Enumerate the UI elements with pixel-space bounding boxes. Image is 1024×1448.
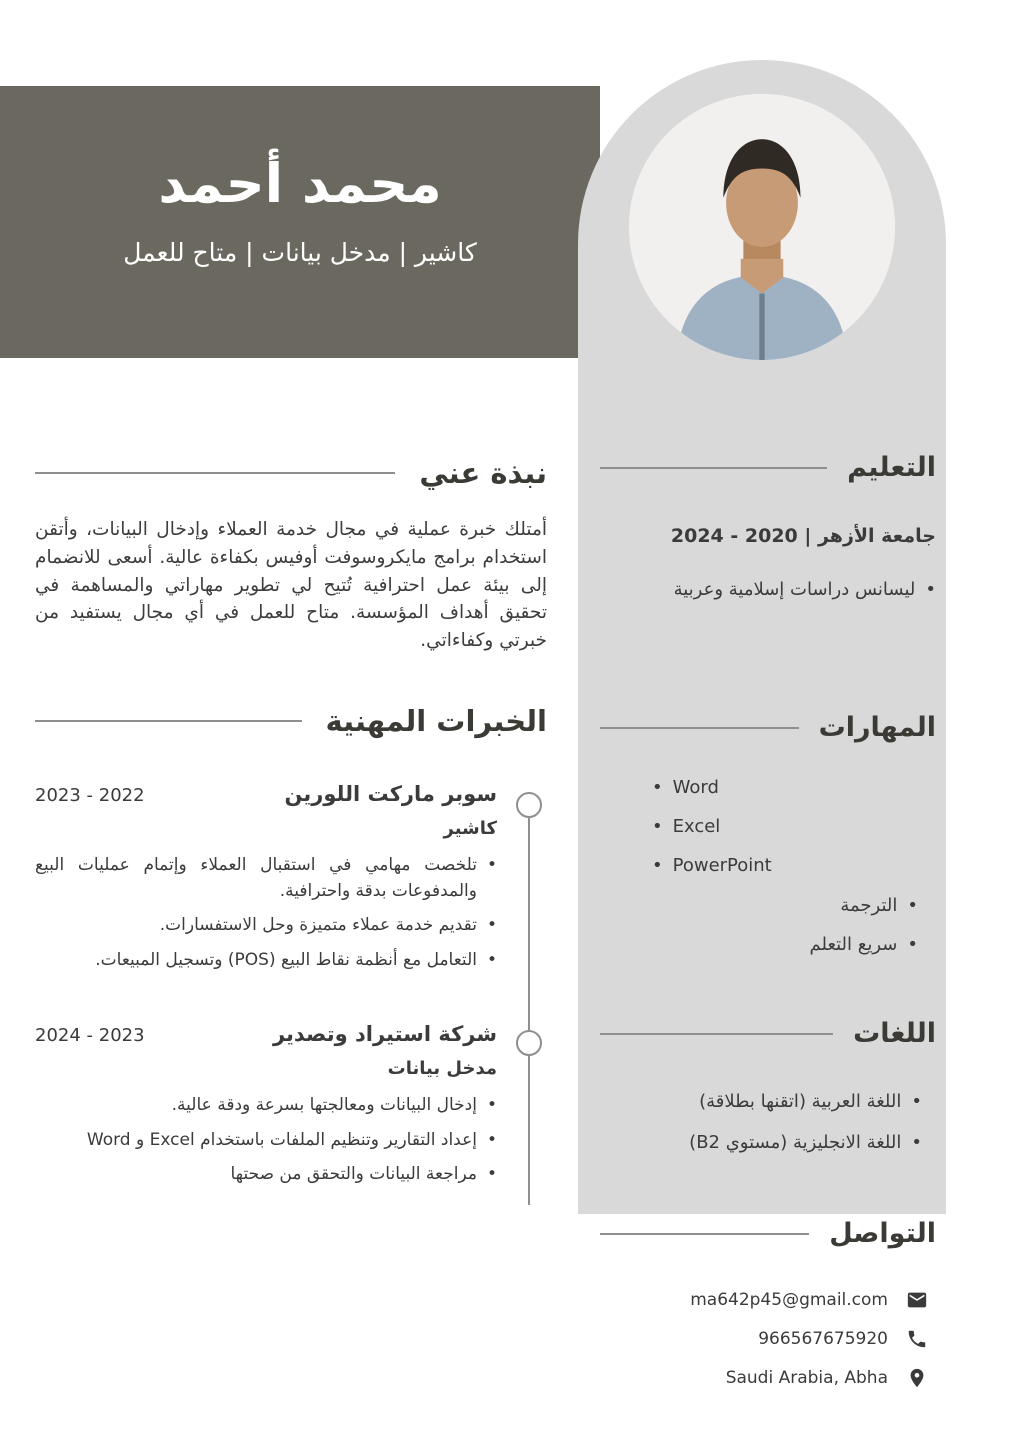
education-degree-text: ليسانس دراسات إسلامية وعربية: [673, 579, 916, 600]
job-entry-2: [35, 1022, 497, 1188]
person-silhouette-icon: [629, 94, 895, 360]
education-section: [600, 452, 936, 603]
job-bullet-text: مراجعة البيانات والتحقق من صحتها: [230, 1164, 477, 1184]
job-bullet-text: تلخصت مهامي في استقبال العملاء وإتمام عمليات البيع والمدفوعات بدقة واحترافية.: [35, 855, 477, 901]
job-bullet: [35, 948, 497, 974]
contact-phone: 966567675920: [758, 1329, 888, 1349]
job-head: [35, 782, 497, 806]
bullet-dot: [487, 1128, 497, 1154]
contact-title: التواصل: [829, 1218, 936, 1249]
timeline-line: [528, 805, 530, 1205]
profile-photo: [629, 94, 895, 360]
bullet-dot: [652, 853, 663, 879]
job-bullet-list: [35, 1093, 497, 1188]
education-school: جامعة الأزهر | 2020 - 2024: [670, 525, 936, 547]
skill-item: [600, 893, 918, 919]
experience-section: [35, 704, 547, 738]
bullet-dot: [911, 1089, 922, 1115]
language-item: [600, 1089, 922, 1115]
divider-line: [600, 1233, 809, 1235]
experience-title: الخبرات المهنية: [325, 704, 547, 738]
bullet-dot: [907, 932, 918, 958]
about-text: أمتلك خبرة عملية في مجال خدمة العملاء وإدخال البيانات، وأتقن استخدام برامج مايكروسوفت أوفيس بكفاءة عالية. أسعى للانضمام إلى بيئة عمل احترافية تُتيح لي تطوير مهاراتي والمساهمة في تحقيق أهداف المؤسسة. متاح للعمل في أي مجال يستفيد من خبرتي وكفاءاتي.: [35, 519, 547, 651]
experience-header: [35, 704, 547, 738]
person-name: محمد أحمد: [158, 152, 442, 216]
job-bullet: [35, 853, 497, 904]
contact-email: ma642p45@gmail.com: [690, 1290, 888, 1310]
contact-location-row: [600, 1367, 928, 1389]
job-bullet: [35, 913, 497, 939]
skill-item: [652, 775, 936, 801]
divider-line: [600, 727, 799, 729]
languages-title: اللغات: [853, 1018, 936, 1049]
divider-line: [35, 720, 302, 722]
bullet-dot: [487, 1093, 497, 1119]
bullet-dot: [487, 1162, 497, 1188]
skill-text: Excel: [672, 816, 721, 838]
job-bullet-text: إعداد التقارير وتنظيم الملفات باستخدام Excel و Word: [86, 1129, 477, 1150]
education-header: [600, 452, 936, 483]
divider-line: [35, 472, 395, 474]
bullet-dot: [487, 913, 497, 939]
language-text: اللغة العربية (اتقنها بطلاقة): [699, 1091, 902, 1112]
skills-tools-list: [600, 775, 936, 879]
skill-item: [652, 814, 936, 840]
job-bullet: [35, 1093, 497, 1119]
contact-location: Saudi Arabia, Abha: [725, 1368, 888, 1388]
contact-section: [600, 1218, 936, 1389]
bullet-dot: [652, 814, 663, 840]
language-item: [600, 1130, 922, 1156]
education-title: التعليم: [847, 452, 936, 483]
job-role: كاشير: [443, 818, 497, 839]
about-header: [35, 456, 547, 490]
skills-title: المهارات: [818, 712, 936, 743]
timeline-marker-2: [516, 1030, 542, 1056]
job-company: شركة استيراد وتصدير: [272, 1022, 497, 1046]
contact-email-row: [600, 1289, 928, 1311]
job-bullet-text: تقديم خدمة عملاء متميزة وحل الاستفسارات.: [159, 915, 477, 935]
languages-section: [600, 1018, 936, 1156]
bullet-dot: [907, 893, 918, 919]
location-icon: [906, 1367, 928, 1389]
job-role: مدخل بيانات: [387, 1058, 497, 1079]
skill-text: الترجمة: [840, 895, 898, 917]
languages-header: [600, 1018, 936, 1049]
phone-icon: [906, 1328, 928, 1350]
skill-text: Word: [672, 777, 719, 798]
contact-phone-row: [600, 1328, 928, 1350]
languages-list: [600, 1089, 936, 1156]
job-bullet: [35, 1128, 497, 1154]
divider-line: [600, 467, 827, 469]
job-dates: 2022 - 2023: [35, 785, 145, 806]
skill-item: [600, 932, 918, 958]
skills-section: [600, 712, 936, 958]
skill-item: [652, 853, 936, 879]
timeline-marker-1: [516, 792, 542, 818]
bullet-dot: [652, 775, 663, 801]
job-bullet-text: إدخال البيانات ومعالجتها بسرعة ودقة عالية.: [171, 1095, 477, 1115]
skills-soft-list: [600, 893, 936, 958]
job-dates: 2023 - 2024: [35, 1025, 145, 1046]
job-bullet-text: التعامل مع أنظمة نقاط البيع (POS) وتسجيل المبيعات.: [95, 949, 477, 970]
skill-text: PowerPoint: [672, 855, 772, 877]
bullet-dot: [925, 577, 936, 603]
skills-header: [600, 712, 936, 743]
job-entry-1: [35, 782, 497, 973]
contact-header: [600, 1218, 936, 1249]
bullet-dot: [487, 853, 497, 879]
job-bullet-list: [35, 853, 497, 973]
divider-line: [600, 1033, 833, 1035]
header-name-block: [0, 86, 600, 358]
about-title: نبذة عني: [419, 456, 547, 490]
job-company: سوبر ماركت اللورين: [284, 782, 497, 806]
person-tagline: كاشير | مدخل بيانات | متاح للعمل: [123, 237, 477, 267]
education-degree: [600, 577, 936, 603]
job-bullet: [35, 1162, 497, 1188]
bullet-dot: [487, 948, 497, 974]
language-text: اللغة الانجليزية (مستوي B2): [689, 1132, 902, 1154]
bullet-dot: [911, 1130, 922, 1156]
job-head: [35, 1022, 497, 1046]
mail-icon: [906, 1289, 928, 1311]
contact-list: [600, 1289, 936, 1389]
skill-text: سريع التعلم: [809, 934, 898, 956]
about-section: [35, 456, 547, 655]
